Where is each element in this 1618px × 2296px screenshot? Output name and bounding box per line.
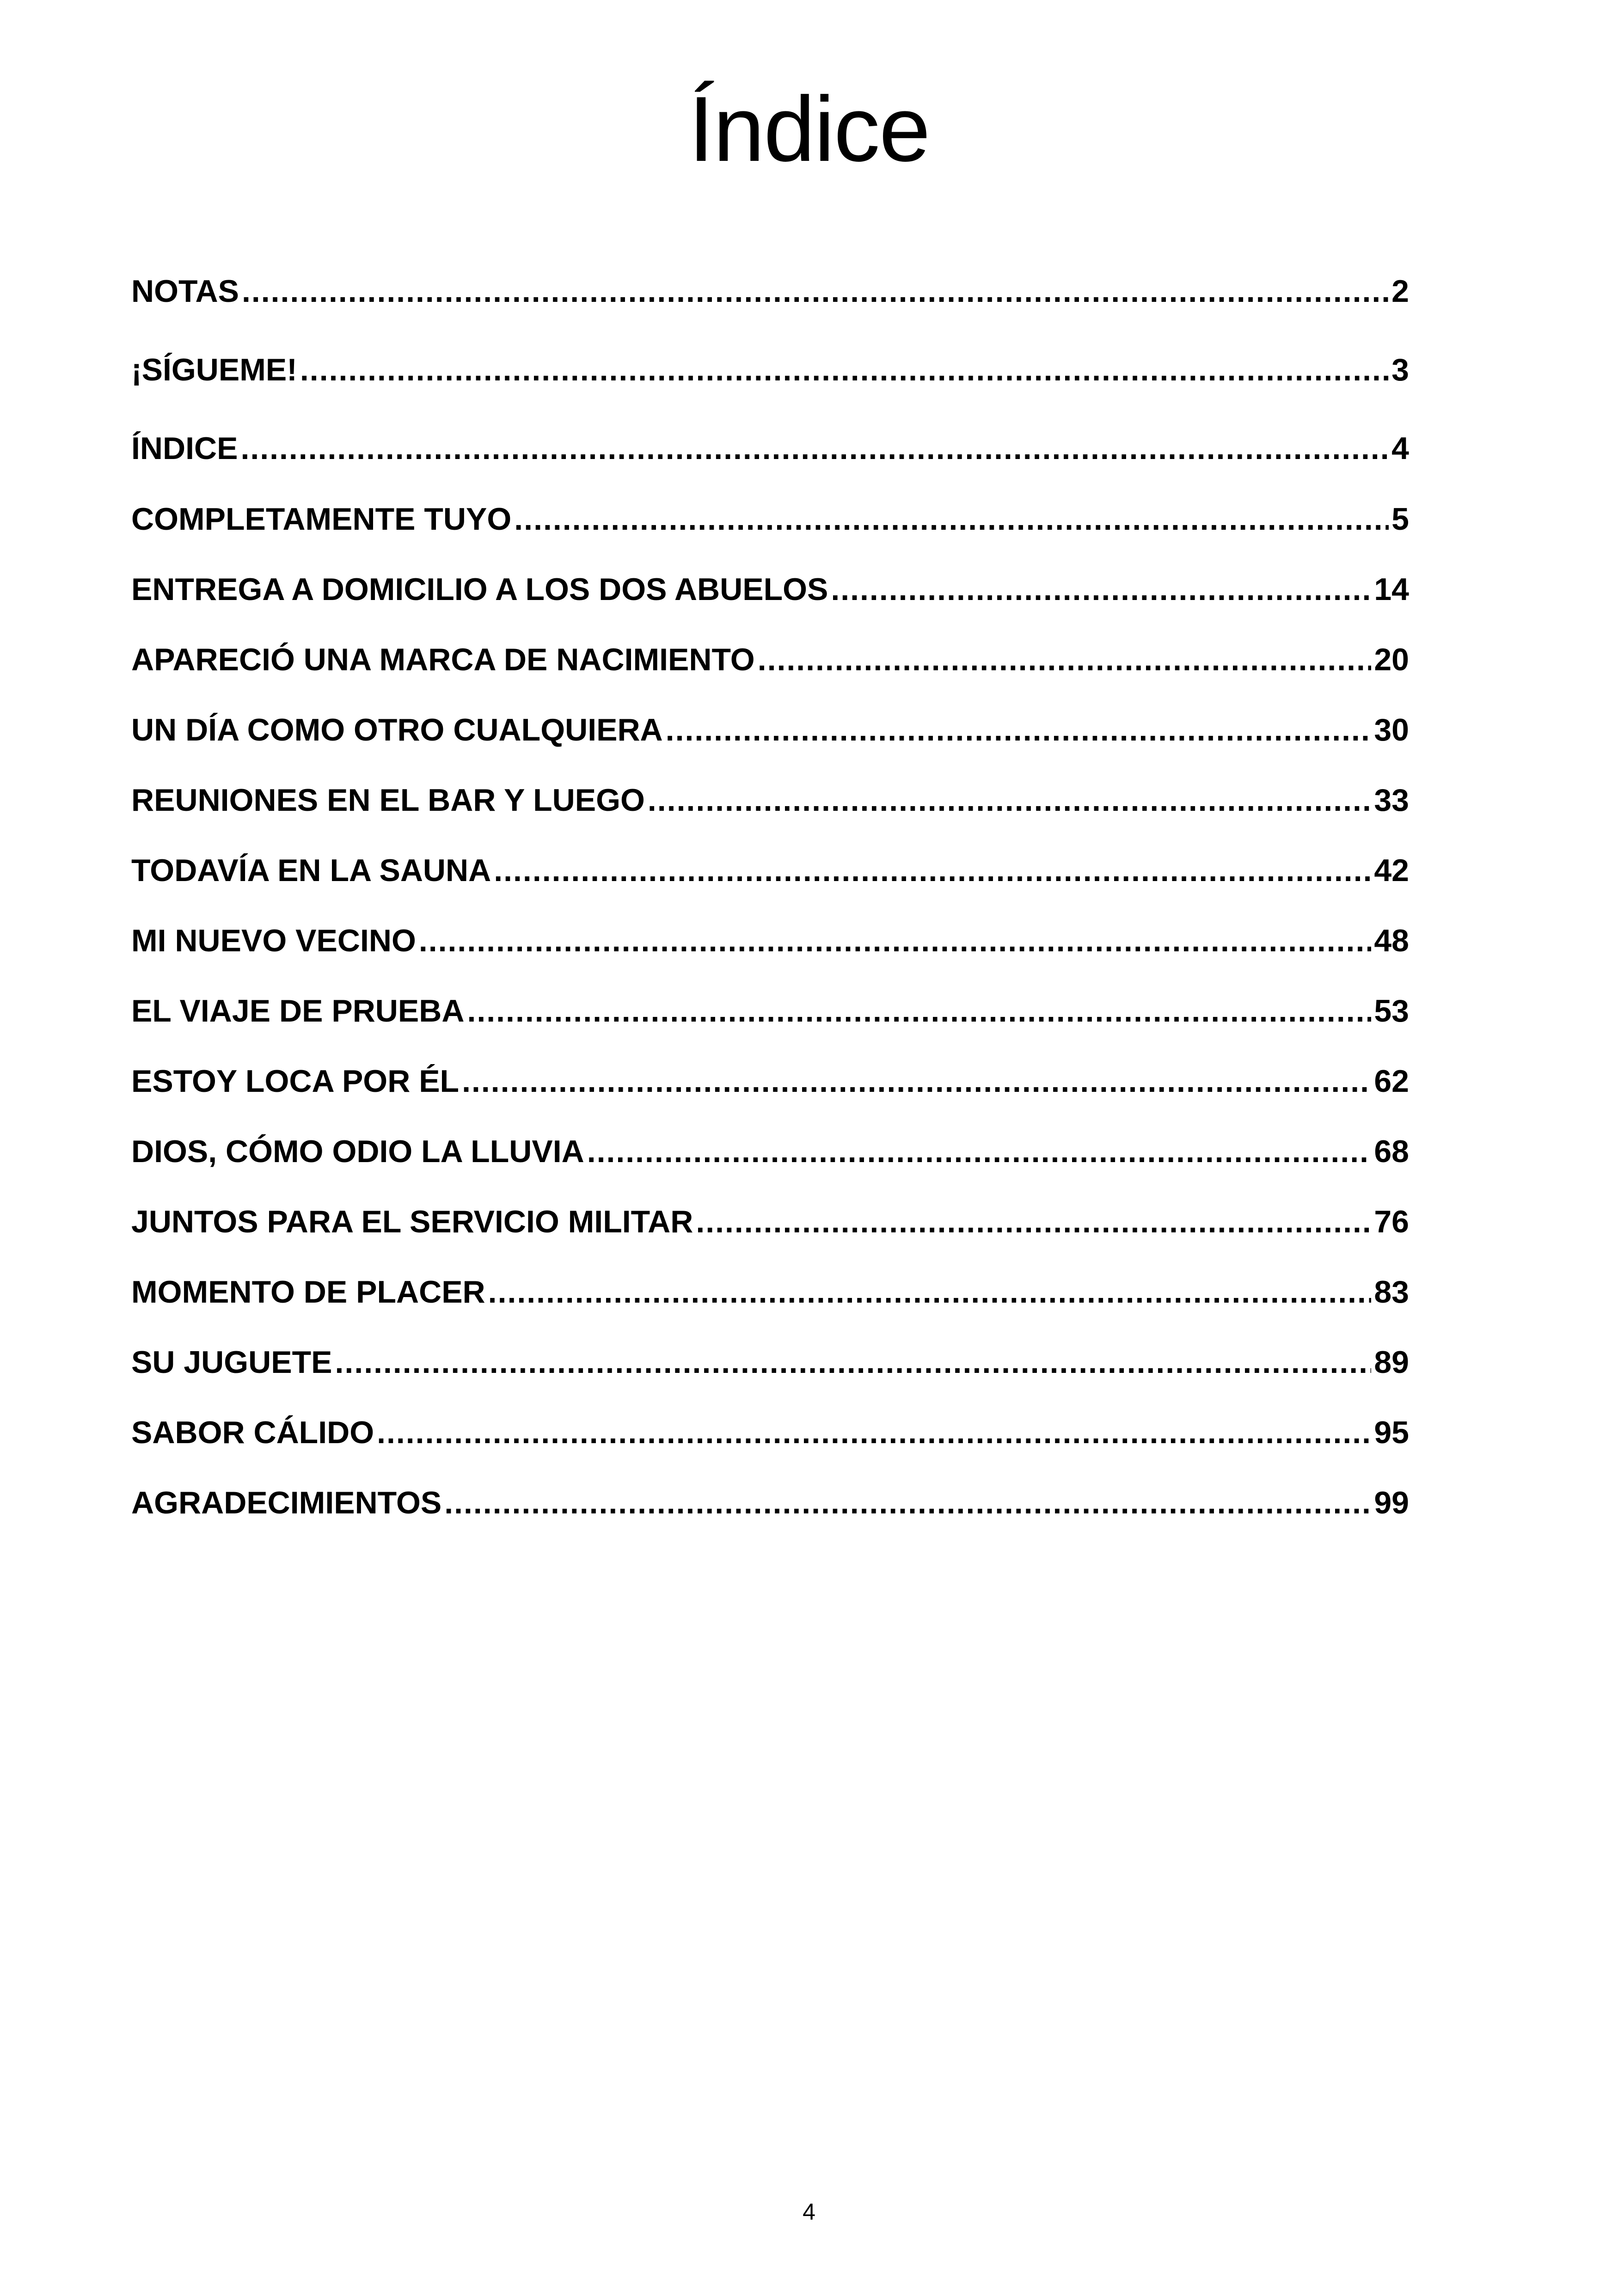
toc-entry-page: 20 — [1374, 642, 1409, 677]
toc-entry-page: 42 — [1374, 853, 1409, 888]
toc-entry[interactable] — [131, 270, 1409, 312]
toc-entry-title: MOMENTO DE PLACER — [131, 1274, 485, 1310]
toc-entry-title: SABOR CÁLIDO — [131, 1415, 374, 1450]
toc-entry-page: 68 — [1374, 1134, 1409, 1169]
toc-entry-page: 14 — [1374, 572, 1409, 607]
toc-entry[interactable] — [131, 1201, 1409, 1243]
toc-entry-title: ENTREGA A DOMICILIO A LOS DOS ABUELOS — [131, 572, 828, 607]
toc-dot-leader — [758, 639, 1372, 680]
toc-entry[interactable] — [131, 990, 1409, 1032]
toc-dot-leader — [240, 428, 1389, 469]
toc-entry[interactable] — [131, 349, 1409, 391]
toc-entry-title: TODAVÍA EN LA SAUNA — [131, 853, 491, 888]
toc-entry[interactable] — [131, 639, 1409, 680]
toc-entry-page: 2 — [1391, 274, 1409, 309]
toc-entry[interactable] — [131, 709, 1409, 751]
page-title: Índice — [688, 78, 930, 181]
toc-dot-leader — [242, 270, 1389, 312]
toc-entry[interactable] — [131, 428, 1409, 469]
toc-dot-leader — [587, 1131, 1372, 1172]
toc-entry[interactable] — [131, 1412, 1409, 1453]
toc-entry-page: 5 — [1391, 502, 1409, 537]
toc-entry-title: DIOS, CÓMO ODIO LA LLUVIA — [131, 1134, 584, 1169]
toc-entry-title: APARECIÓ UNA MARCA DE NACIMIENTO — [131, 642, 755, 677]
toc-entry-page: 48 — [1374, 923, 1409, 958]
toc-entry[interactable] — [131, 1341, 1409, 1383]
toc-entry[interactable] — [131, 1482, 1409, 1524]
toc-entry-page: 53 — [1374, 993, 1409, 1029]
toc-dot-leader — [696, 1201, 1371, 1243]
toc-entry-title: ¡SÍGUEME! — [131, 352, 297, 387]
toc-entry[interactable] — [131, 1131, 1409, 1172]
toc-entry-title: MI NUEVO VECINO — [131, 923, 416, 958]
toc-dot-leader — [419, 920, 1372, 961]
toc-entry-title: COMPLETAMENTE TUYO — [131, 502, 512, 537]
toc-dot-leader — [300, 349, 1389, 391]
toc-dot-leader — [831, 569, 1371, 610]
toc-entry-page: 4 — [1391, 431, 1409, 466]
toc-entry-page: 99 — [1374, 1485, 1409, 1520]
toc-dot-leader — [462, 1060, 1371, 1102]
toc-entry-page: 3 — [1391, 352, 1409, 387]
toc-dot-leader — [377, 1412, 1371, 1453]
toc-entry-title: ESTOY LOCA POR ÉL — [131, 1064, 460, 1099]
toc-dot-leader — [648, 779, 1371, 821]
toc-entry-page: 62 — [1374, 1064, 1409, 1099]
toc-entry[interactable] — [131, 569, 1409, 610]
toc-dot-leader — [666, 709, 1372, 751]
toc-entry-title: NOTAS — [131, 274, 239, 309]
toc-entry[interactable] — [131, 850, 1409, 891]
toc-entry[interactable] — [131, 779, 1409, 821]
toc-dot-leader — [514, 498, 1389, 540]
toc-entry-page: 95 — [1374, 1415, 1409, 1450]
toc-entry-page: 89 — [1374, 1345, 1409, 1380]
toc-entry[interactable] — [131, 1271, 1409, 1313]
toc-entry[interactable] — [131, 498, 1409, 540]
toc-entry-title: EL VIAJE DE PRUEBA — [131, 993, 465, 1029]
toc-dot-leader — [467, 990, 1371, 1032]
toc-entry-title: UN DÍA COMO OTRO CUALQUIERA — [131, 712, 663, 747]
toc-dot-leader — [444, 1482, 1371, 1524]
toc-entry[interactable] — [131, 1060, 1409, 1102]
toc-entry-title: ÍNDICE — [131, 431, 238, 466]
toc-dot-leader — [335, 1341, 1372, 1383]
toc-entry-page: 83 — [1374, 1274, 1409, 1310]
toc-entry[interactable] — [131, 920, 1409, 961]
toc-dot-leader — [488, 1271, 1372, 1313]
toc-entry-title: JUNTOS PARA EL SERVICIO MILITAR — [131, 1204, 693, 1239]
toc-entry-page: 76 — [1374, 1204, 1409, 1239]
toc-dot-leader — [494, 850, 1371, 891]
toc-entry-title: REUNIONES EN EL BAR Y LUEGO — [131, 783, 645, 818]
toc-entry-page: 33 — [1374, 783, 1409, 818]
page-number: 4 — [803, 2199, 815, 2225]
toc-entry-title: AGRADECIMIENTOS — [131, 1485, 442, 1520]
toc-entry-page: 30 — [1374, 712, 1409, 747]
toc-entry-title: SU JUGUETE — [131, 1345, 332, 1380]
